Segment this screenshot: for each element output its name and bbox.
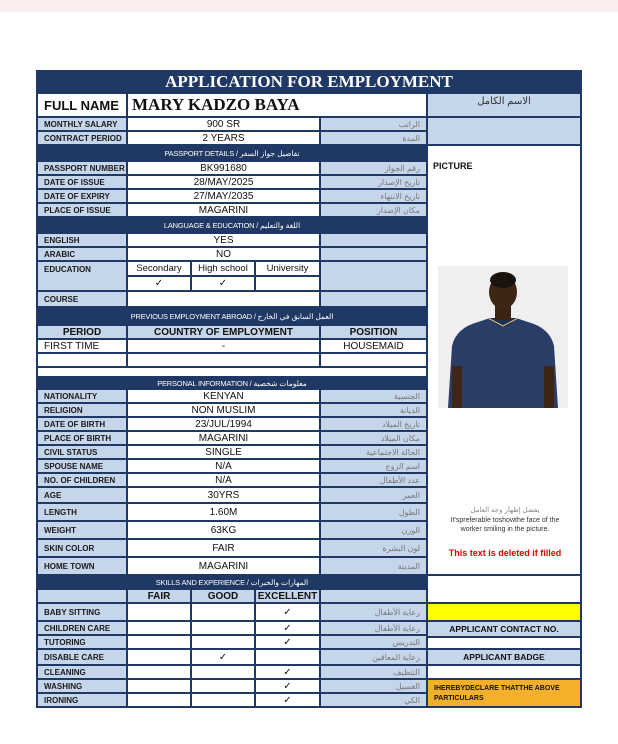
date-of-issue-label: DATE OF ISSUE <box>37 175 127 189</box>
passport-section-header: PASSPORT DETAILS / تفاصيل جواز السفر <box>37 145 427 161</box>
skill-cleaning-level-2: ✓ <box>255 665 320 679</box>
education-option-high-school: High school <box>191 261 255 276</box>
nationality-value: KENYAN <box>127 389 320 403</box>
date-of-expiry-label: DATE OF EXPIRY <box>37 189 127 203</box>
skill-washing-level-1 <box>191 679 255 693</box>
place-of-issue-label: PLACE OF ISSUE <box>37 203 127 217</box>
skills-header-side <box>320 589 427 603</box>
skill-cleaning-label: CLEANING <box>37 665 127 679</box>
skill-disable-care-level-0 <box>127 649 191 665</box>
skin-color-value: FAIR <box>127 539 320 557</box>
nationality-label: NATIONALITY <box>37 389 127 403</box>
date-of-birth-label: DATE OF BIRTH <box>37 417 127 431</box>
contract-period-value: 2 YEARS <box>127 131 320 145</box>
skill-baby-sitting-label: BABY SITTING <box>37 603 127 621</box>
date-of-birth-arabic: تاريخ الميلاد <box>320 417 427 431</box>
prev-empty-3 <box>320 353 427 367</box>
deleted-note: This text is deleted if filled <box>448 548 562 558</box>
nationality-arabic: الجنسية <box>320 389 427 403</box>
picture-label: PICTURE <box>433 161 473 171</box>
skill-baby-sitting-level-2: ✓ <box>255 603 320 621</box>
course-label: COURSE <box>37 291 127 307</box>
skin-color-arabic: لون البشرة <box>320 539 427 557</box>
date-of-expiry-arabic: تاريخ الانتهاء <box>320 189 427 203</box>
no-of-children-arabic: عدد الأطفال <box>320 473 427 487</box>
skill-ironing-arabic: الكي <box>320 693 427 707</box>
photo-note-arabic: يفضل إظهار وجه العامل <box>470 507 540 514</box>
religion-arabic: الديانة <box>320 403 427 417</box>
top-strip <box>0 0 618 12</box>
home-town-arabic: المدينة <box>320 557 427 575</box>
weight-arabic: الوزن <box>320 521 427 539</box>
passport-number-value: BK991680 <box>127 161 320 175</box>
no-of-children-label: NO. OF CHILDREN <box>37 473 127 487</box>
place-of-issue-value: MAGARINI <box>127 203 320 217</box>
date-of-birth-value: 23/JUL/1994 <box>127 417 320 431</box>
skill-disable-care-arabic: رعاية المعاقين <box>320 649 427 665</box>
weight-value: 63KG <box>127 521 320 539</box>
prev-period-header: PERIOD <box>37 325 127 339</box>
skill-washing-arabic: الغسيل <box>320 679 427 693</box>
skin-color-label: SKIN COLOR <box>37 539 127 557</box>
prev-period-value: FIRST TIME <box>37 339 127 353</box>
no-of-children-value: N/A <box>127 473 320 487</box>
skills-header-blank <box>37 589 127 603</box>
skill-washing-level-2: ✓ <box>255 679 320 693</box>
education-check-high-school: ✓ <box>191 276 255 291</box>
passport-number-arabic: رقم الجواز <box>320 161 427 175</box>
skill-disable-care-level-1: ✓ <box>191 649 255 665</box>
spouse-name-label: SPOUSE NAME <box>37 459 127 473</box>
place-of-birth-value: MAGARINI <box>127 431 320 445</box>
age-label: AGE <box>37 487 127 503</box>
education-side <box>320 261 427 291</box>
language-section-header: LANGUAGE & EDUCATION / اللغة والتعليم <box>37 217 427 233</box>
prev-spacer <box>37 367 427 377</box>
monthly-salary-value: 900 SR <box>127 117 320 131</box>
prev-empty-2 <box>127 353 320 367</box>
skill-baby-sitting-level-0 <box>127 603 191 621</box>
skill-baby-sitting-level-1 <box>191 603 255 621</box>
skill-cleaning-arabic: التنظيف <box>320 665 427 679</box>
skill-washing-level-0 <box>127 679 191 693</box>
religion-label: RELIGION <box>37 403 127 417</box>
education-check-university <box>255 276 320 291</box>
previous-employment-header: PREVIOUS EMPLOYMENT ABROAD / العمل السابق في الخارج <box>37 307 427 325</box>
prev-position-header: POSITION <box>320 325 427 339</box>
prev-empty-1 <box>37 353 127 367</box>
skills-section-header: SKILLS AND EXPERIENCE / المهارات والخبرات <box>37 575 427 589</box>
skill-ironing-level-0 <box>127 693 191 707</box>
course-side <box>320 291 427 307</box>
skill-baby-sitting-arabic: رعاية الأطفال <box>320 603 427 621</box>
place-of-birth-arabic: مكان الميلاد <box>320 431 427 445</box>
skill-header-good: GOOD <box>191 589 255 603</box>
prev-country-value: - <box>127 339 320 353</box>
contract-period-label: CONTRACT PERIOD <box>37 131 127 145</box>
applicant-contact-label: APPLICANT CONTACT NO. <box>427 621 581 637</box>
home-town-value: MAGARINI <box>127 557 320 575</box>
english-side <box>320 233 427 247</box>
education-option-university: University <box>255 261 320 276</box>
skill-ironing-label: IRONING <box>37 693 127 707</box>
full-name-value: MARY KADZO BAYA <box>127 93 427 117</box>
picture-column <box>427 145 581 575</box>
age-value: 30YRS <box>127 487 320 503</box>
skill-disable-care-level-2 <box>255 649 320 665</box>
skill-children-care-level-1 <box>191 621 255 635</box>
application-form <box>36 70 582 708</box>
applicant-contact-value <box>427 637 581 649</box>
yellow-highlight-cell <box>427 603 581 621</box>
skill-tutoring-arabic: التدريس <box>320 635 427 649</box>
salary-side-cell <box>427 117 581 145</box>
personal-info-header: PERSONAL INFORMATION / معلومات شخصية <box>37 377 427 389</box>
education-check-secondary: ✓ <box>127 276 191 291</box>
skill-ironing-level-1 <box>191 693 255 707</box>
prev-country-header: COUNTRY OF EMPLOYMENT <box>127 325 320 339</box>
english-label: ENGLISH <box>37 233 127 247</box>
skill-cleaning-level-1 <box>191 665 255 679</box>
applicant-photo-figure <box>438 266 568 408</box>
length-arabic: الطول <box>320 503 427 521</box>
skill-tutoring-level-2: ✓ <box>255 635 320 649</box>
arabic-side <box>320 247 427 261</box>
full-name-arabic: الاسم الكامل <box>427 93 581 117</box>
applicant-badge-value <box>427 665 581 679</box>
date-of-issue-value: 28/MAY/2025 <box>127 175 320 189</box>
skill-cleaning-level-0 <box>127 665 191 679</box>
length-label: LENGTH <box>37 503 127 521</box>
home-town-label: HOME TOWN <box>37 557 127 575</box>
place-of-issue-arabic: مكان الإصدار <box>320 203 427 217</box>
passport-number-label: PASSPORT NUMBER <box>37 161 127 175</box>
applicant-photo <box>438 266 568 408</box>
full-name-label: FULL NAME <box>37 93 127 117</box>
spouse-name-arabic: اسم الزوج <box>320 459 427 473</box>
skill-children-care-level-2: ✓ <box>255 621 320 635</box>
skill-washing-label: WASHING <box>37 679 127 693</box>
declaration-box: IHEREBYDECLARE THATTHE ABOVE PARTICULARS <box>427 679 581 707</box>
arabic-value: NO <box>127 247 320 261</box>
skill-children-care-label: CHILDREN CARE <box>37 621 127 635</box>
date-of-issue-arabic: تاريخ الإصدار <box>320 175 427 189</box>
length-value: 1.60M <box>127 503 320 521</box>
monthly-salary-arabic: الراتب <box>320 117 427 131</box>
contract-period-arabic: المدة <box>320 131 427 145</box>
prev-position-value: HOUSEMAID <box>320 339 427 353</box>
civil-status-label: CIVIL STATUS <box>37 445 127 459</box>
skill-tutoring-label: TUTORING <box>37 635 127 649</box>
education-option-secondary: Secondary <box>127 261 191 276</box>
civil-status-arabic: الحالة الاجتماعية <box>320 445 427 459</box>
course-value <box>127 291 320 307</box>
skill-header-fair: FAIR <box>127 589 191 603</box>
skill-ironing-level-2: ✓ <box>255 693 320 707</box>
skill-children-care-level-0 <box>127 621 191 635</box>
civil-status-value: SINGLE <box>127 445 320 459</box>
skill-disable-care-label: DISABLE CARE <box>37 649 127 665</box>
skill-tutoring-level-0 <box>127 635 191 649</box>
monthly-salary-label: MONTHLY SALARY <box>37 117 127 131</box>
applicant-badge-label: APPLICANT BADGE <box>427 649 581 665</box>
skill-header-excellent: EXCELLENT <box>255 589 320 603</box>
age-arabic: العمر <box>320 487 427 503</box>
arabic-label: ARABIC <box>37 247 127 261</box>
skill-children-care-arabic: رعاية الأطفال <box>320 621 427 635</box>
weight-label: WEIGHT <box>37 521 127 539</box>
skill-tutoring-level-1 <box>191 635 255 649</box>
date-of-expiry-value: 27/MAY/2035 <box>127 189 320 203</box>
education-label: EDUCATION <box>37 261 127 291</box>
spouse-name-value: N/A <box>127 459 320 473</box>
religion-value: NON MUSLIM <box>127 403 320 417</box>
place-of-birth-label: PLACE OF BIRTH <box>37 431 127 445</box>
english-value: YES <box>127 233 320 247</box>
photo-note: It'spreferable toshowthe face of the worker smiling in the picture. <box>450 517 560 533</box>
form-title: APPLICATION FOR EMPLOYMENT <box>37 71 581 93</box>
skills-side-blank <box>427 575 581 603</box>
